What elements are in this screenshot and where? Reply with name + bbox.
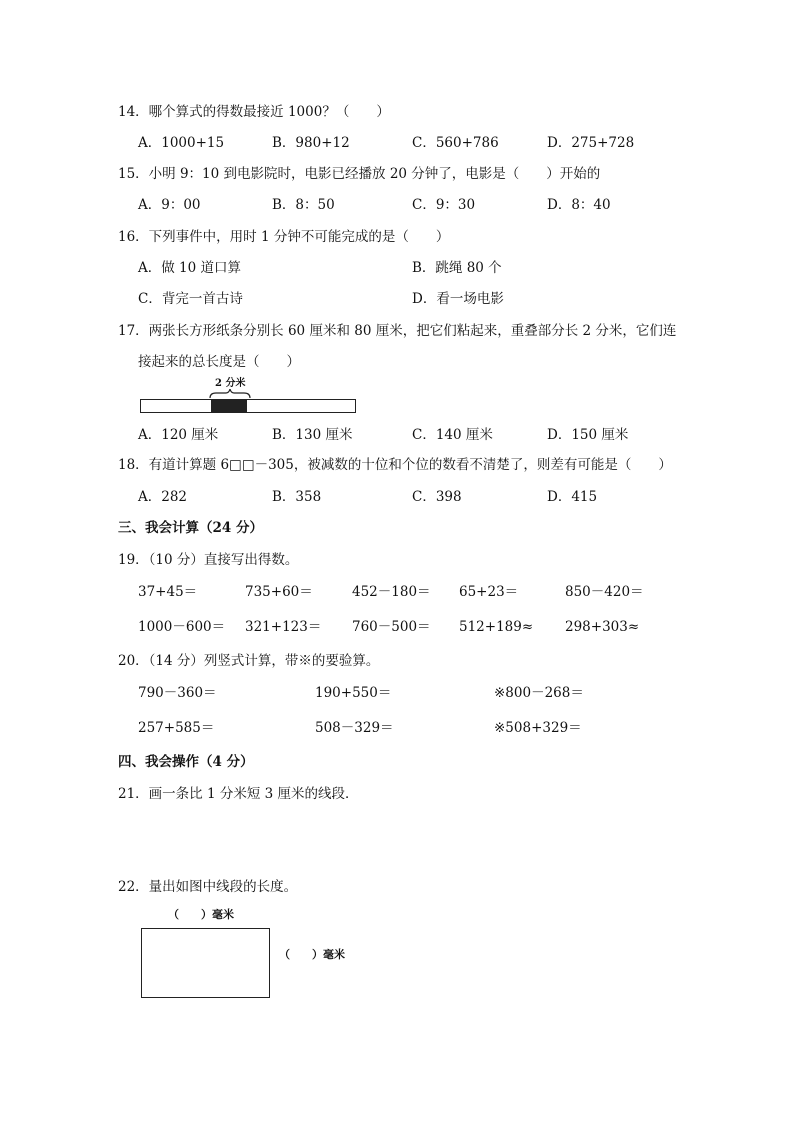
q18-option-d: D．415 [547, 489, 598, 505]
q14-option-a: A．1000+15 [138, 135, 225, 151]
q20-item: 257+585＝ [138, 720, 215, 736]
q22-top-label: （ ）毫米 [168, 908, 234, 921]
q20-stem: 20．（14 分）列竖式计算，带※的要验算。 [118, 653, 380, 669]
q17-option-c: C．140 厘米 [412, 427, 493, 443]
q16-option-b: B．跳绳 80 个 [412, 260, 502, 276]
q17-option-a: A．120 厘米 [138, 427, 219, 443]
q20-item: 790－360＝ [138, 685, 217, 701]
q17-option-d: D．150 厘米 [547, 427, 629, 443]
q15-option-c: C．9：30 [412, 197, 476, 213]
q14-option-d: D．275+728 [547, 135, 635, 151]
q14-option-c: C．560+786 [412, 135, 499, 151]
q22-stem: 22．量出如图中线段的长度。 [118, 879, 298, 895]
q17-brace [208, 389, 252, 399]
q18-option-a: A．282 [138, 489, 188, 505]
q19-item: 850－420＝ [565, 584, 644, 600]
q19-stem: 19．（10 分）直接写出得数。 [118, 552, 299, 568]
q17-overlap-region [211, 399, 247, 413]
q20-item: 508－329＝ [315, 720, 394, 736]
q19-item: 735+60＝ [245, 584, 313, 600]
q16-option-a: A．做 10 道口算 [138, 260, 242, 276]
q22-side-label: （ ）毫米 [279, 948, 345, 961]
q17-paper-strip [140, 399, 356, 413]
q19-item: 65+23＝ [459, 584, 519, 600]
q18-stem: 18．有道计算题 6□□－305，被减数的十位和个位的数看不清楚了，则差有可能是（ ） [118, 457, 672, 473]
q17-option-b: B．130 厘米 [272, 427, 353, 443]
q15-option-d: D．8：40 [547, 197, 611, 213]
q20-item: ※800－268＝ [494, 685, 584, 701]
section-4-title: 四、我会操作（4 分） [118, 754, 254, 770]
q18-option-c: C．398 [412, 489, 462, 505]
q19-item: 452－180＝ [352, 584, 431, 600]
q22-rectangle [141, 928, 270, 998]
q21-stem: 21．画一条比 1 分米短 3 厘米的线段． [118, 786, 359, 802]
q19-item: 37+45＝ [138, 584, 198, 600]
q17-stem-line2: 接起来的总长度是（ ） [138, 354, 300, 370]
q19-item: 512+189≈ [459, 619, 534, 635]
q15-option-a: A．9：00 [138, 197, 201, 213]
q17-figure-label: 2 分米 [215, 378, 246, 389]
q16-option-d: D．看一场电影 [412, 291, 504, 307]
q16-option-c: C．背完一首古诗 [138, 291, 243, 307]
q14-stem: 14．哪个算式的得数最接近 1000？（ ） [118, 104, 390, 120]
q15-stem: 15．小明 9：10 到电影院时，电影已经播放 20 分钟了，电影是（ ）开始的 [118, 166, 601, 182]
q14-option-b: B．980+12 [272, 135, 350, 151]
section-3-title: 三、我会计算（24 分） [118, 520, 263, 536]
q20-item: ※508+329＝ [494, 720, 582, 736]
q20-item: 190+550＝ [315, 685, 392, 701]
q16-stem: 16．下列事件中，用时 1 分钟不可能完成的是（ ） [118, 229, 450, 245]
q17-stem-line1: 17．两张长方形纸条分别长 60 厘米和 80 厘米，把它们粘起来，重叠部分长 2 分米，它们连 [118, 323, 677, 339]
q19-item: 298+303≈ [565, 619, 640, 635]
q19-item: 760－500＝ [352, 619, 431, 635]
q15-option-b: B．8：50 [272, 197, 335, 213]
q19-item: 321+123＝ [245, 619, 322, 635]
q19-item: 1000－600＝ [138, 619, 226, 635]
q18-option-b: B．358 [272, 489, 322, 505]
